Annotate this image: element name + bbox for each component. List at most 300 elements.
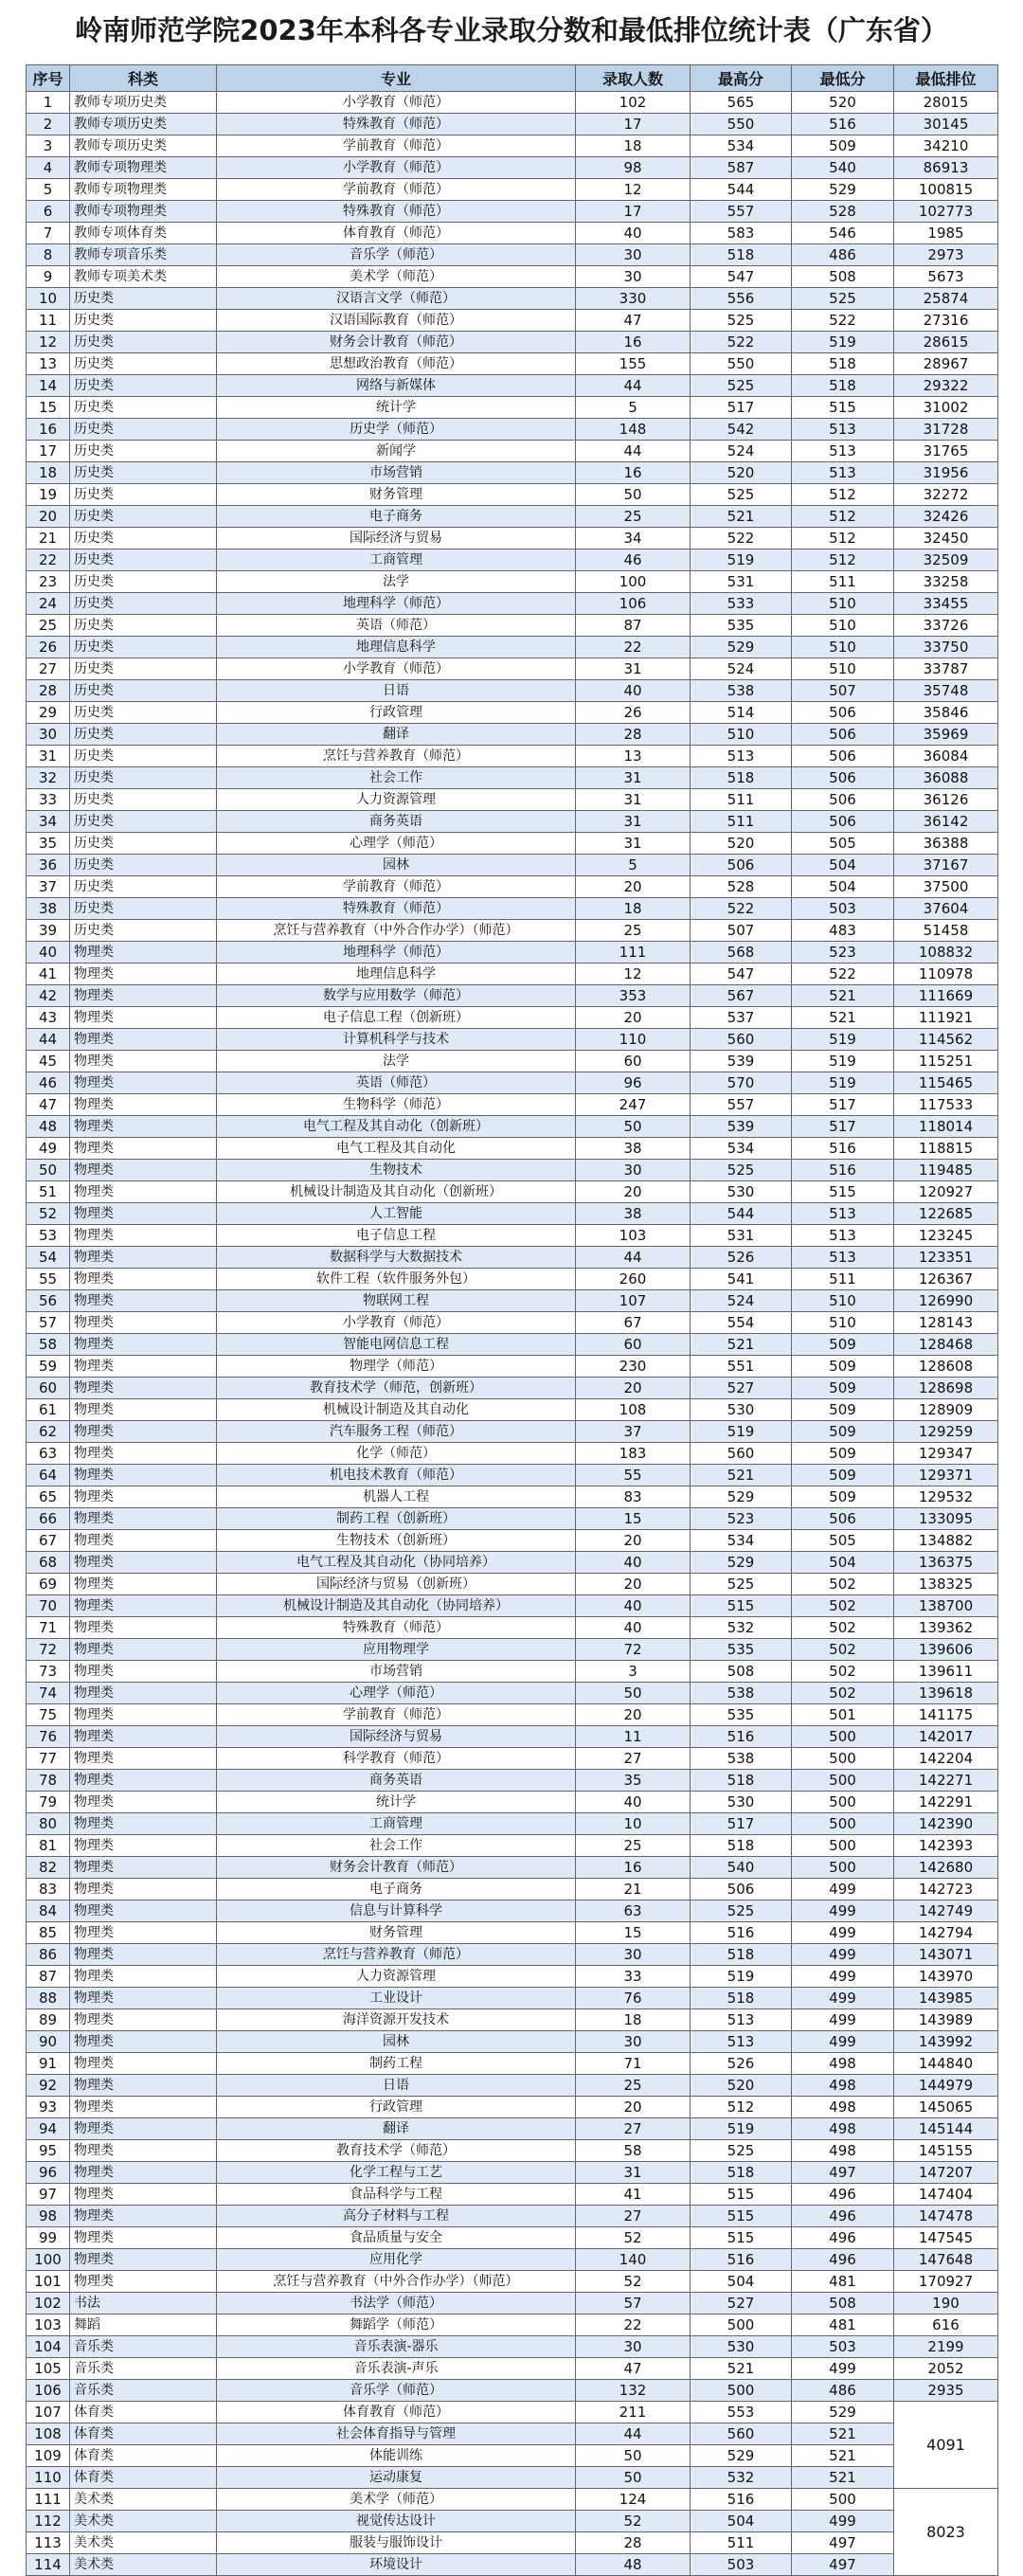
- cell-major: 特殊教育（师范）: [217, 898, 576, 920]
- cell-admitted-count: 30: [576, 1160, 691, 1181]
- cell-category: 物理类: [70, 1900, 217, 1922]
- cell-min-score: 498: [792, 2075, 894, 2097]
- cell-max-score: 535: [691, 1639, 792, 1661]
- cell-index: 76: [27, 1726, 70, 1748]
- cell-admitted-count: 13: [576, 746, 691, 767]
- header-index: 序号: [27, 65, 70, 92]
- cell-category: 历史类: [70, 789, 217, 811]
- cell-max-score: 519: [691, 1421, 792, 1443]
- cell-admitted-count: 148: [576, 419, 691, 441]
- cell-max-score: 530: [691, 1399, 792, 1421]
- cell-category: 历史类: [70, 549, 217, 571]
- cell-major: 法学: [217, 571, 576, 593]
- cell-category: 历史类: [70, 811, 217, 833]
- cell-major: 体育教育（师范）: [217, 223, 576, 244]
- cell-min-rank: 25874: [894, 288, 998, 310]
- table-row: [27, 2380, 998, 2402]
- cell-max-score: 519: [691, 549, 792, 571]
- cell-min-score: 529: [792, 2402, 894, 2423]
- cell-category: 美术类: [70, 2511, 217, 2532]
- cell-index: 66: [27, 1508, 70, 1530]
- table-row: [27, 2423, 998, 2445]
- cell-min-score: 503: [792, 898, 894, 920]
- cell-major: 环境设计: [217, 2554, 576, 2576]
- cell-min-score: 512: [792, 484, 894, 506]
- cell-index: 28: [27, 680, 70, 702]
- cell-max-score: 537: [691, 1007, 792, 1029]
- table-row: [27, 1116, 998, 1138]
- table-row: [27, 332, 998, 353]
- cell-max-score: 518: [691, 767, 792, 789]
- cell-max-score: 519: [691, 2118, 792, 2140]
- cell-min-rank: 35748: [894, 680, 998, 702]
- cell-admitted-count: 15: [576, 1922, 691, 1944]
- cell-admitted-count: 124: [576, 2489, 691, 2511]
- cell-min-score: 499: [792, 2358, 894, 2380]
- cell-max-score: 516: [691, 2249, 792, 2271]
- table-row: [27, 2009, 998, 2031]
- cell-index: 35: [27, 833, 70, 855]
- table-row: [27, 1639, 998, 1661]
- table-row: [27, 2293, 998, 2315]
- cell-min-rank: 32509: [894, 549, 998, 571]
- cell-major: 食品科学与工程: [217, 2184, 576, 2206]
- cell-index: 39: [27, 920, 70, 942]
- cell-max-score: 514: [691, 702, 792, 724]
- cell-max-score: 521: [691, 506, 792, 528]
- cell-admitted-count: 20: [576, 2097, 691, 2118]
- cell-min-score: 496: [792, 2227, 894, 2249]
- cell-index: 106: [27, 2380, 70, 2402]
- cell-category: 物理类: [70, 1312, 217, 1334]
- cell-min-score: 515: [792, 1181, 894, 1203]
- cell-min-score: 499: [792, 1879, 894, 1900]
- cell-min-score: 506: [792, 789, 894, 811]
- cell-max-score: 504: [691, 2511, 792, 2532]
- cell-major: 海洋资源开发技术: [217, 2009, 576, 2031]
- cell-min-rank: 133095: [894, 1508, 998, 1530]
- cell-min-rank: 37604: [894, 898, 998, 920]
- table-row: [27, 2206, 998, 2227]
- cell-index: 9: [27, 266, 70, 288]
- cell-major: 化学工程与工艺: [217, 2162, 576, 2184]
- cell-category: 物理类: [70, 2227, 217, 2249]
- table-row: [27, 1770, 998, 1792]
- cell-max-score: 522: [691, 528, 792, 549]
- cell-min-rank: 138700: [894, 1595, 998, 1617]
- cell-min-score: 500: [792, 2489, 894, 2511]
- cell-major: 工业设计: [217, 1988, 576, 2009]
- cell-max-score: 534: [691, 1530, 792, 1552]
- cell-admitted-count: 111: [576, 942, 691, 964]
- cell-index: 19: [27, 484, 70, 506]
- cell-category: 物理类: [70, 2097, 217, 2118]
- table-row: [27, 1399, 998, 1421]
- cell-category: 物理类: [70, 1269, 217, 1290]
- cell-category: 物理类: [70, 1530, 217, 1552]
- cell-max-score: 525: [691, 1900, 792, 1922]
- table-row: [27, 179, 998, 201]
- cell-category: 历史类: [70, 746, 217, 767]
- cell-category: 物理类: [70, 2184, 217, 2206]
- table-row: [27, 288, 998, 310]
- cell-index: 111: [27, 2489, 70, 2511]
- cell-min-rank: 28615: [894, 332, 998, 353]
- table-row: [27, 1269, 998, 1290]
- cell-min-rank: 36388: [894, 833, 998, 855]
- cell-major: 电子信息工程（创新班）: [217, 1007, 576, 1029]
- cell-min-score: 513: [792, 1203, 894, 1225]
- cell-admitted-count: 30: [576, 1944, 691, 1966]
- cell-index: 81: [27, 1835, 70, 1857]
- cell-major: 服装与服饰设计: [217, 2532, 576, 2554]
- cell-category: 体育类: [70, 2445, 217, 2467]
- cell-category: 历史类: [70, 593, 217, 615]
- cell-admitted-count: 96: [576, 1072, 691, 1094]
- cell-category: 物理类: [70, 1617, 217, 1639]
- cell-min-rank: 100815: [894, 179, 998, 201]
- cell-index: 7: [27, 223, 70, 244]
- cell-min-score: 540: [792, 157, 894, 179]
- cell-admitted-count: 107: [576, 1290, 691, 1312]
- cell-min-rank: 147404: [894, 2184, 998, 2206]
- cell-category: 教师专项历史类: [70, 114, 217, 135]
- cell-admitted-count: 48: [576, 2554, 691, 2576]
- cell-admitted-count: 35: [576, 1770, 691, 1792]
- cell-major: 书法学（师范）: [217, 2293, 576, 2315]
- cell-admitted-count: 100: [576, 571, 691, 593]
- cell-max-score: 526: [691, 2053, 792, 2075]
- cell-min-score: 499: [792, 1966, 894, 1988]
- cell-admitted-count: 20: [576, 1007, 691, 1029]
- cell-index: 52: [27, 1203, 70, 1225]
- table-row: [27, 1857, 998, 1879]
- table-row: [27, 1574, 998, 1595]
- cell-major: 行政管理: [217, 2097, 576, 2118]
- cell-min-score: 513: [792, 1225, 894, 1247]
- cell-index: 93: [27, 2097, 70, 2118]
- table-row: [27, 2336, 998, 2358]
- cell-max-score: 515: [691, 2227, 792, 2249]
- cell-min-rank: 139362: [894, 1617, 998, 1639]
- cell-min-rank: 143985: [894, 1988, 998, 2009]
- table-header-row: [27, 65, 998, 92]
- table-row: [27, 1029, 998, 1051]
- cell-min-score: 504: [792, 855, 894, 876]
- table-row: [27, 746, 998, 767]
- cell-major: 音乐表演-器乐: [217, 2336, 576, 2358]
- cell-category: 物理类: [70, 1552, 217, 1574]
- cell-min-score: 504: [792, 1552, 894, 1574]
- table-row: [27, 1922, 998, 1944]
- table-row: [27, 767, 998, 789]
- cell-index: 34: [27, 811, 70, 833]
- cell-min-score: 519: [792, 332, 894, 353]
- cell-category: 物理类: [70, 1290, 217, 1312]
- cell-major: 视觉传达设计: [217, 2511, 576, 2532]
- cell-category: 物理类: [70, 1857, 217, 1879]
- cell-min-rank: 129371: [894, 1465, 998, 1486]
- table-row: [27, 92, 998, 114]
- cell-index: 42: [27, 985, 70, 1007]
- cell-category: 历史类: [70, 288, 217, 310]
- cell-min-score: 519: [792, 1029, 894, 1051]
- cell-index: 84: [27, 1900, 70, 1922]
- cell-major: 音乐学（师范）: [217, 2380, 576, 2402]
- cell-min-score: 509: [792, 135, 894, 157]
- cell-min-rank: 2199: [894, 2336, 998, 2358]
- cell-min-score: 546: [792, 223, 894, 244]
- cell-major: 历史学（师范）: [217, 419, 576, 441]
- cell-index: 20: [27, 506, 70, 528]
- cell-max-score: 538: [691, 1748, 792, 1770]
- cell-admitted-count: 40: [576, 1792, 691, 1813]
- cell-index: 74: [27, 1683, 70, 1704]
- cell-major: 商务英语: [217, 1770, 576, 1792]
- cell-min-score: 496: [792, 2206, 894, 2227]
- cell-admitted-count: 18: [576, 898, 691, 920]
- cell-category: 美术类: [70, 2532, 217, 2554]
- cell-max-score: 529: [691, 2445, 792, 2467]
- cell-major: 生物技术: [217, 1160, 576, 1181]
- cell-admitted-count: 10: [576, 1813, 691, 1835]
- cell-major: 日语: [217, 680, 576, 702]
- table-row: [27, 571, 998, 593]
- cell-index: 87: [27, 1966, 70, 1988]
- table-row: [27, 593, 998, 615]
- table-row: [27, 855, 998, 876]
- table-row: [27, 2031, 998, 2053]
- cell-index: 21: [27, 528, 70, 549]
- cell-category: 物理类: [70, 1770, 217, 1792]
- cell-admitted-count: 31: [576, 767, 691, 789]
- table-row: [27, 2118, 998, 2140]
- cell-category: 物理类: [70, 2249, 217, 2271]
- cell-major: 教育技术学（师范）: [217, 2140, 576, 2162]
- cell-max-score: 560: [691, 1029, 792, 1051]
- cell-category: 物理类: [70, 1116, 217, 1138]
- cell-major: 制药工程: [217, 2053, 576, 2075]
- cell-major: 新闻学: [217, 441, 576, 462]
- table-row: [27, 1661, 998, 1683]
- cell-category: 物理类: [70, 1813, 217, 1835]
- cell-major: 应用物理学: [217, 1639, 576, 1661]
- cell-min-score: 529: [792, 179, 894, 201]
- cell-min-rank: 142680: [894, 1857, 998, 1879]
- cell-admitted-count: 17: [576, 201, 691, 223]
- cell-category: 物理类: [70, 1203, 217, 1225]
- header-category: 科类: [70, 65, 217, 92]
- table-row: [27, 506, 998, 528]
- cell-category: 教师专项音乐类: [70, 244, 217, 266]
- cell-max-score: 515: [691, 1595, 792, 1617]
- cell-admitted-count: 12: [576, 179, 691, 201]
- table-row: [27, 2140, 998, 2162]
- cell-index: 96: [27, 2162, 70, 2184]
- cell-min-rank: 128909: [894, 1399, 998, 1421]
- cell-admitted-count: 247: [576, 1094, 691, 1116]
- cell-index: 64: [27, 1465, 70, 1486]
- cell-max-score: 518: [691, 1988, 792, 2009]
- cell-major: 特殊教育（师范）: [217, 114, 576, 135]
- cell-admitted-count: 55: [576, 1465, 691, 1486]
- cell-max-score: 587: [691, 157, 792, 179]
- cell-index: 4: [27, 157, 70, 179]
- table-row: [27, 1683, 998, 1704]
- cell-min-rank: 123351: [894, 1247, 998, 1269]
- cell-max-score: 539: [691, 1116, 792, 1138]
- cell-index: 65: [27, 1486, 70, 1508]
- cell-category: 物理类: [70, 2075, 217, 2097]
- cell-admitted-count: 98: [576, 157, 691, 179]
- cell-admitted-count: 132: [576, 2380, 691, 2402]
- cell-min-rank: 36084: [894, 746, 998, 767]
- cell-min-rank: 32272: [894, 484, 998, 506]
- table-row: [27, 2075, 998, 2097]
- cell-admitted-count: 44: [576, 1247, 691, 1269]
- table-row: [27, 549, 998, 571]
- cell-category: 舞蹈: [70, 2315, 217, 2336]
- cell-min-rank: 118815: [894, 1138, 998, 1160]
- cell-admitted-count: 72: [576, 1639, 691, 1661]
- cell-min-score: 510: [792, 637, 894, 658]
- cell-admitted-count: 31: [576, 658, 691, 680]
- cell-index: 51: [27, 1181, 70, 1203]
- table-row: [27, 2532, 998, 2554]
- cell-max-score: 550: [691, 114, 792, 135]
- table-row: [27, 789, 998, 811]
- cell-min-score: 504: [792, 876, 894, 898]
- cell-admitted-count: 20: [576, 1574, 691, 1595]
- cell-min-rank: 122685: [894, 1203, 998, 1225]
- cell-admitted-count: 25: [576, 920, 691, 942]
- cell-major: 工商管理: [217, 549, 576, 571]
- cell-index: 101: [27, 2271, 70, 2293]
- cell-index: 32: [27, 767, 70, 789]
- cell-category: 历史类: [70, 833, 217, 855]
- cell-index: 103: [27, 2315, 70, 2336]
- table-row: [27, 1944, 998, 1966]
- cell-admitted-count: 16: [576, 332, 691, 353]
- cell-category: 物理类: [70, 942, 217, 964]
- table-row: [27, 1900, 998, 1922]
- header-admitted-count: 录取人数: [576, 65, 691, 92]
- cell-min-score: 499: [792, 1988, 894, 2009]
- cell-major: 网络与新媒体: [217, 375, 576, 397]
- cell-category: 历史类: [70, 658, 217, 680]
- cell-min-score: 500: [792, 1792, 894, 1813]
- cell-major: 机械设计制造及其自动化（协同培养）: [217, 1595, 576, 1617]
- cell-index: 56: [27, 1290, 70, 1312]
- cell-index: 57: [27, 1312, 70, 1334]
- cell-max-score: 565: [691, 92, 792, 114]
- cell-max-score: 511: [691, 2532, 792, 2554]
- cell-category: 物理类: [70, 1247, 217, 1269]
- cell-min-score: 498: [792, 2097, 894, 2118]
- cell-admitted-count: 16: [576, 462, 691, 484]
- cell-min-score: 505: [792, 1530, 894, 1552]
- cell-min-score: 510: [792, 658, 894, 680]
- cell-category: 物理类: [70, 1356, 217, 1378]
- cell-index: 55: [27, 1269, 70, 1290]
- cell-category: 物理类: [70, 1639, 217, 1661]
- cell-max-score: 524: [691, 441, 792, 462]
- cell-min-rank: 129532: [894, 1486, 998, 1508]
- cell-max-score: 508: [691, 1661, 792, 1683]
- cell-min-rank: 120927: [894, 1181, 998, 1203]
- table-row: [27, 135, 998, 157]
- cell-max-score: 516: [691, 2489, 792, 2511]
- table-row: [27, 1160, 998, 1181]
- cell-min-score: 523: [792, 942, 894, 964]
- cell-max-score: 532: [691, 1617, 792, 1639]
- cell-major: 园林: [217, 855, 576, 876]
- table-row: [27, 2554, 998, 2576]
- cell-category: 历史类: [70, 724, 217, 746]
- cell-max-score: 516: [691, 1726, 792, 1748]
- cell-admitted-count: 16: [576, 1857, 691, 1879]
- cell-max-score: 531: [691, 1225, 792, 1247]
- cell-max-score: 521: [691, 1334, 792, 1356]
- cell-index: 25: [27, 615, 70, 637]
- cell-index: 36: [27, 855, 70, 876]
- cell-category: 物理类: [70, 1966, 217, 1988]
- cell-min-rank: 141175: [894, 1704, 998, 1726]
- cell-min-rank: 145155: [894, 2140, 998, 2162]
- cell-index: 2: [27, 114, 70, 135]
- cell-category: 教师专项体育类: [70, 223, 217, 244]
- table-row: [27, 1595, 998, 1617]
- cell-admitted-count: 22: [576, 2315, 691, 2336]
- cell-min-rank: 143992: [894, 2031, 998, 2053]
- table-row: [27, 2315, 998, 2336]
- cell-category: 物理类: [70, 1029, 217, 1051]
- cell-max-score: 525: [691, 1160, 792, 1181]
- cell-min-rank: 36088: [894, 767, 998, 789]
- cell-category: 物理类: [70, 1683, 217, 1704]
- cell-min-score: 499: [792, 1900, 894, 1922]
- cell-min-score: 521: [792, 2423, 894, 2445]
- cell-min-rank: 170927: [894, 2271, 998, 2293]
- cell-index: 31: [27, 746, 70, 767]
- cell-major: 电气工程及其自动化（创新班）: [217, 1116, 576, 1138]
- cell-category: 物理类: [70, 1465, 217, 1486]
- cell-admitted-count: 60: [576, 1051, 691, 1072]
- cell-min-rank: 123245: [894, 1225, 998, 1247]
- table-row: [27, 1530, 998, 1552]
- cell-admitted-count: 50: [576, 1116, 691, 1138]
- cell-admitted-count: 52: [576, 2511, 691, 2532]
- cell-min-score: 500: [792, 1857, 894, 1879]
- cell-min-score: 516: [792, 114, 894, 135]
- table-row: [27, 223, 998, 244]
- cell-min-score: 498: [792, 2053, 894, 2075]
- cell-min-rank: 2052: [894, 2358, 998, 2380]
- cell-category: 物理类: [70, 1160, 217, 1181]
- cell-category: 物理类: [70, 1508, 217, 1530]
- cell-min-score: 513: [792, 462, 894, 484]
- cell-index: 3: [27, 135, 70, 157]
- cell-index: 70: [27, 1595, 70, 1617]
- cell-admitted-count: 52: [576, 2271, 691, 2293]
- table-row: [27, 2445, 998, 2467]
- cell-min-rank: 29322: [894, 375, 998, 397]
- cell-min-score: 521: [792, 1007, 894, 1029]
- cell-min-rank: 142390: [894, 1813, 998, 1835]
- cell-category: 物理类: [70, 1378, 217, 1399]
- cell-major: 应用化学: [217, 2249, 576, 2271]
- table-row: [27, 201, 998, 223]
